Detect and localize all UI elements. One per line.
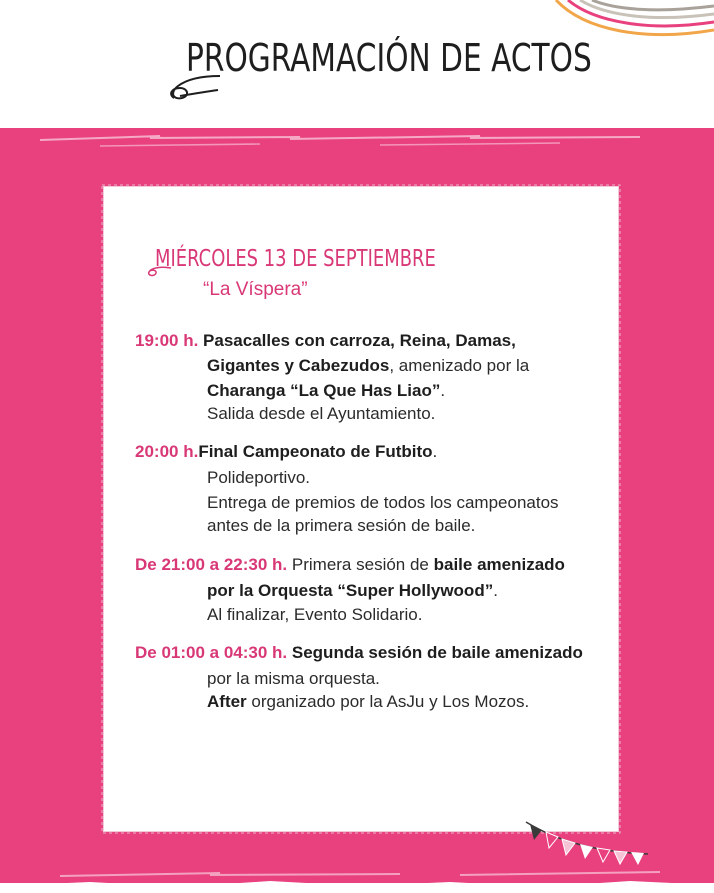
event-text: por la misma orquesta. [207, 669, 380, 688]
brush-edge-top [0, 118, 714, 158]
event-line [207, 581, 498, 601]
event-text: Salida desde el Ayuntamiento. [207, 404, 436, 423]
event-line [135, 643, 583, 663]
bunting-icon [522, 818, 652, 868]
event-line [207, 356, 529, 376]
event-text-bold: Pasacalles con carroza, Reina, Damas, [203, 331, 516, 350]
event-line [207, 381, 445, 401]
event-text-bold: baile amenizado [433, 555, 565, 574]
event-text: , amenizado por la [389, 356, 530, 375]
event-line [135, 331, 516, 351]
event-text: organizado por la AsJu y Los Mozos. [246, 692, 530, 711]
event-text: . [432, 442, 438, 461]
bottom-band [0, 883, 714, 893]
event-text-bold: Final Campeonato de Futbito [198, 442, 433, 461]
event-text-bold: Gigantes y Cabezudos [207, 356, 390, 375]
event-text-bold: Segunda sesión de baile amenizado [287, 643, 583, 662]
event-text-bold: Charanga “La Que Has Liao” [207, 381, 441, 400]
event-text: antes de la primera sesión de baile. [207, 516, 476, 535]
event-line [207, 692, 529, 712]
event-text: . [440, 381, 446, 400]
event-time: 20:00 h. [135, 442, 199, 461]
day-heading: MIÉRCOLES 13 DE SEPTIEMBRE [155, 246, 436, 272]
event-text: Al finalizar, Evento Solidario. [207, 605, 423, 624]
event-line [207, 669, 380, 689]
event-time: De 21:00 a 22:30 h. [135, 555, 288, 574]
flourish-icon [160, 64, 230, 104]
event-time: De 01:00 a 04:30 h. [135, 643, 288, 662]
day-subtitle: “La Víspera” [203, 279, 308, 300]
event-line [207, 493, 559, 513]
event-text-bold: After [207, 692, 247, 711]
event-text: Polideportivo. [207, 468, 311, 487]
swirl-icon [143, 264, 173, 278]
event-text-bold: por la Orquesta “Super Hollywood” [207, 581, 494, 600]
event-line [207, 605, 422, 625]
event-line [207, 404, 435, 424]
page-title: PROGRAMACIÓN DE ACTOS [186, 36, 592, 80]
event-text: Entrega de premios de todos los campeonatos [207, 493, 559, 512]
event-text: . [493, 581, 498, 600]
event-line [135, 442, 437, 462]
event-line [207, 516, 475, 536]
event-time: 19:00 h. [135, 331, 199, 350]
event-line [135, 555, 565, 575]
event-line [207, 468, 310, 488]
event-text: Primera sesión de [287, 555, 434, 574]
